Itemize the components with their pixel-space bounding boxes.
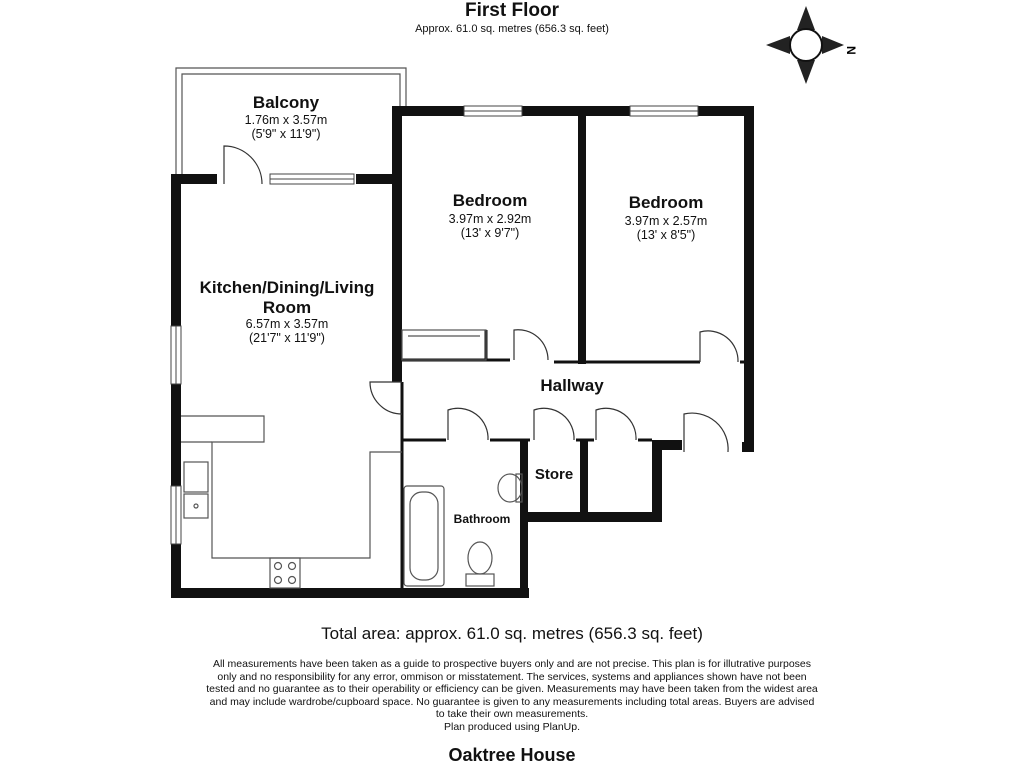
disclaimer-line: All measurements have been taken as a guide to prospective buyers only and are not precise. This plan is for illutrative purposes — [212, 658, 812, 670]
interior-walls — [402, 330, 744, 588]
disclaimer-line: and may include wardrobe/cupboard space. No guarantee is given to any measurements including total areas. Buyers are advised — [209, 695, 815, 708]
compass-north-label: N — [844, 46, 858, 55]
store-name: Store — [534, 466, 574, 483]
bathroom-name: Bathroom — [453, 512, 511, 526]
disclaimer — [172, 658, 852, 734]
kitchen-name-line2: Room — [262, 298, 312, 317]
kitchen-units — [181, 416, 402, 588]
floor-title: First Floor — [465, 0, 559, 21]
produced-by: Plan produced using PlanUp. — [443, 720, 580, 733]
bathroom-fixtures — [404, 474, 522, 586]
balcony-dim-imperial: (5'9" x 11'9") — [251, 127, 321, 141]
hallway-name: Hallway — [540, 376, 604, 395]
balcony-dim-metric: 1.76m x 3.57m — [244, 113, 328, 127]
kitchen-dim-imperial: (21'7" x 11'9") — [249, 331, 325, 345]
bedroom-1-dim-imperial: (13' x 9'7") — [460, 226, 520, 240]
bedroom-1-dim-metric: 3.97m x 2.92m — [448, 212, 532, 226]
balcony-name: Balcony — [252, 93, 320, 112]
floor-area-subtitle: Approx. 61.0 sq. metres (656.3 sq. feet) — [415, 23, 609, 35]
bedroom-2-dim-metric: 3.97m x 2.57m — [624, 214, 708, 228]
bedroom-1-name: Bedroom — [452, 191, 528, 210]
total-area: Total area: approx. 61.0 sq. metres (656.3 sq. feet) — [321, 624, 703, 643]
disclaimer-line: only and no responsibility for any error, ommison or misstatement. The services, systems and appliances shown have not been — [217, 670, 807, 683]
bedroom-2-dim-imperial: (13' x 8'5") — [636, 228, 696, 242]
wardrobe — [402, 330, 486, 360]
compass-icon — [766, 6, 858, 84]
disclaimer-line: to take their own measurements. — [435, 708, 589, 721]
property-name: Oaktree House — [448, 745, 576, 765]
kitchen-name-line1: Kitchen/Dining/Living — [199, 278, 375, 297]
bedroom-2-name: Bedroom — [628, 193, 704, 212]
kitchen-dim-metric: 6.57m x 3.57m — [245, 317, 329, 331]
disclaimer-line: tested and no guarantee as to their operability or efficiency can be given. Measurements may have been taken from the widest area — [206, 683, 818, 696]
